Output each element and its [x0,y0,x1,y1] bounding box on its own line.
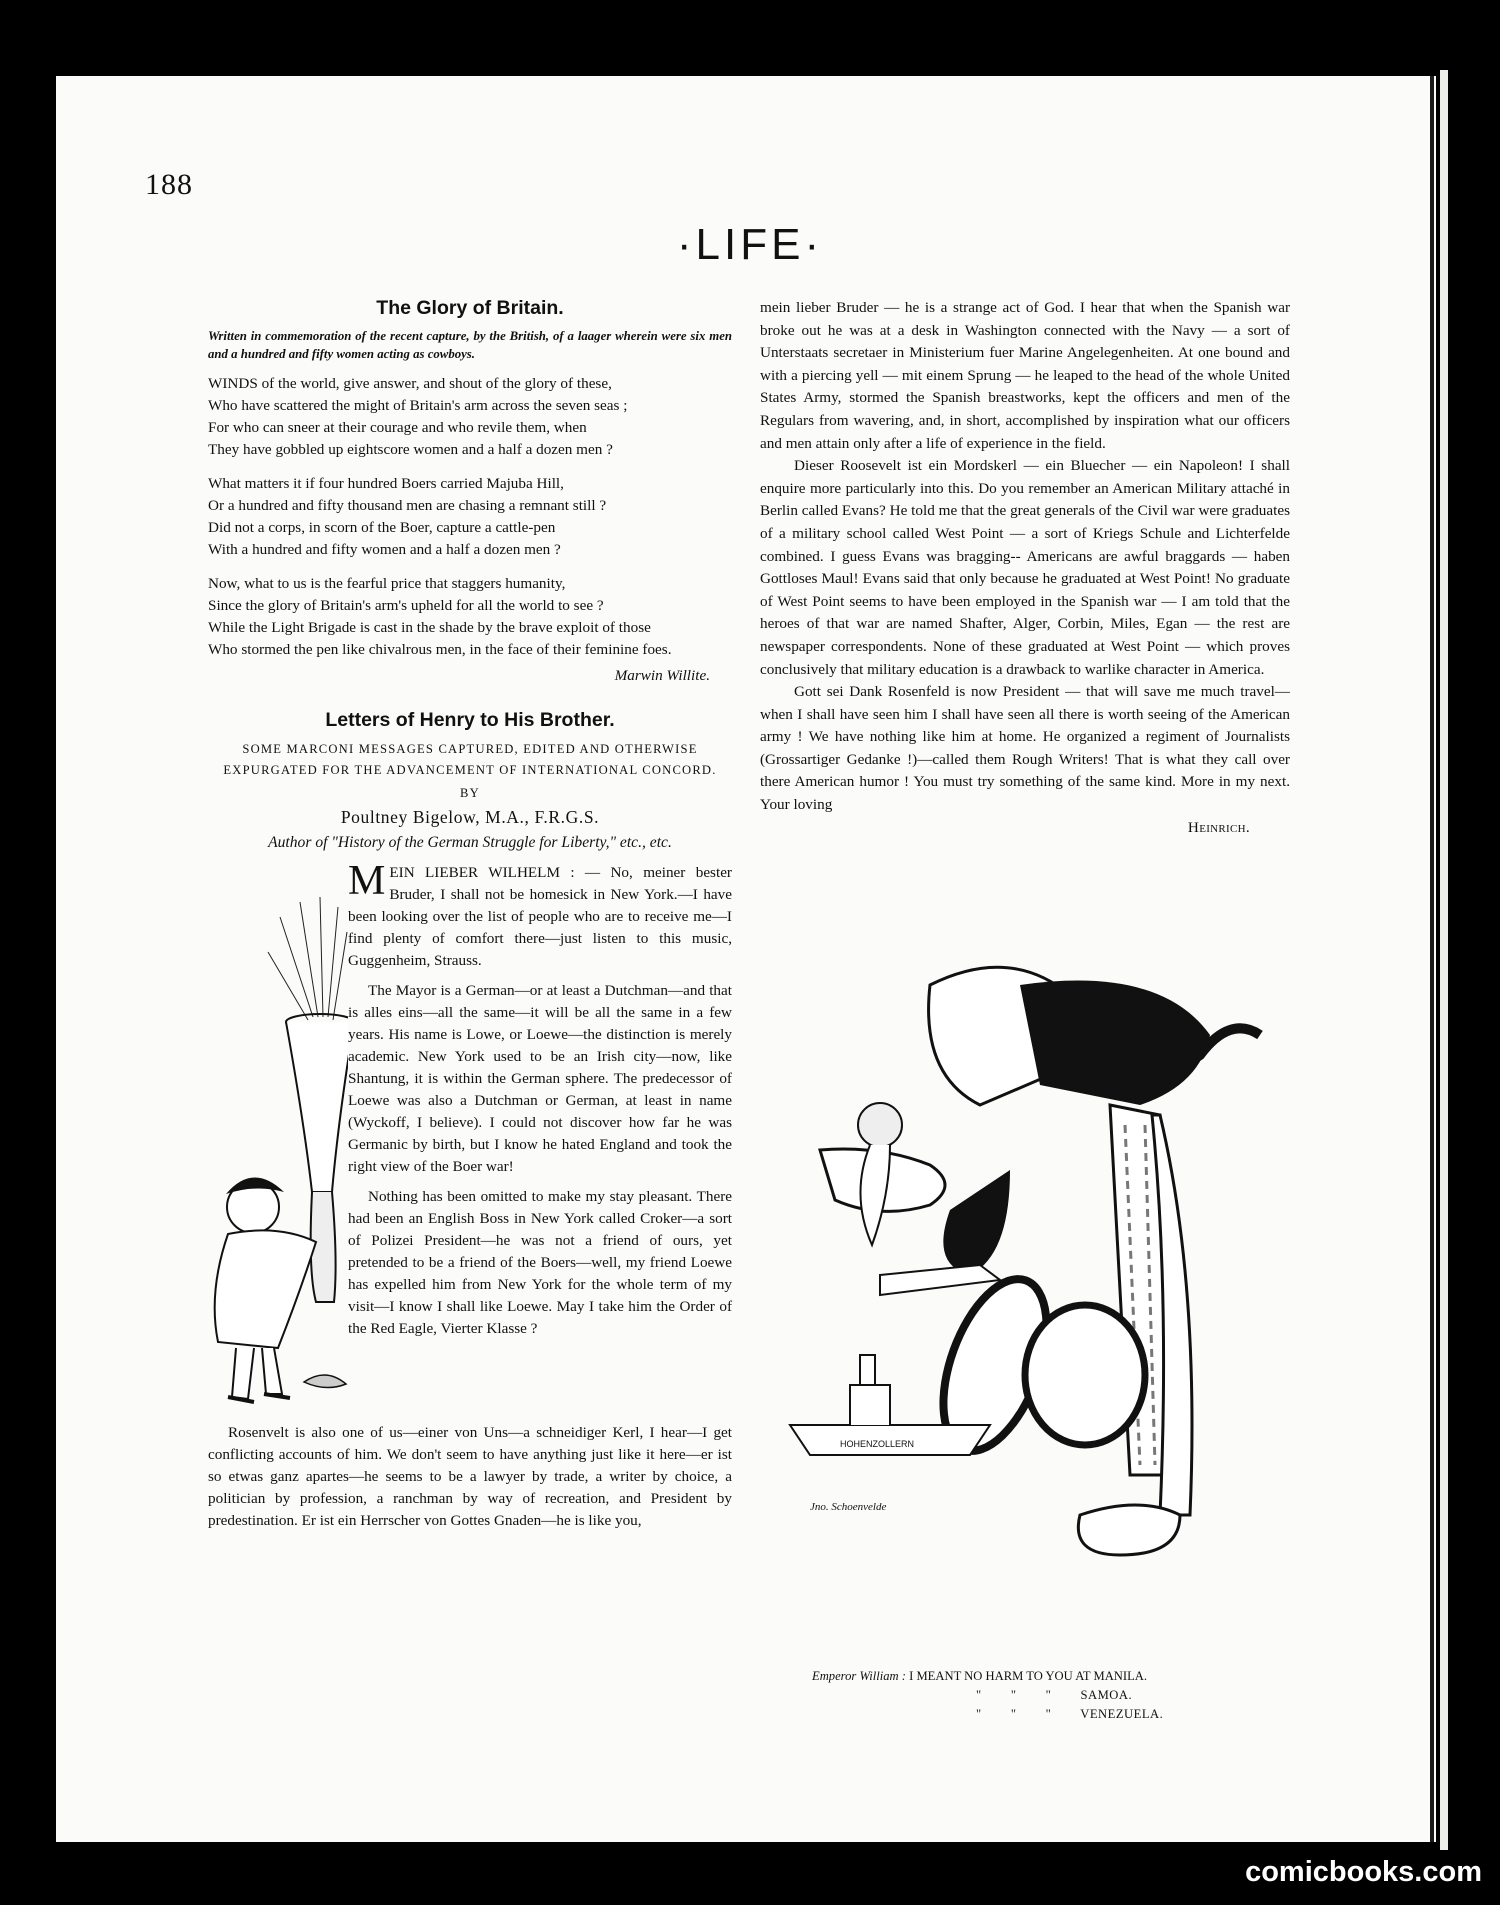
poem-line: Now, what to us is the fearful price that staggers humanity, [208,575,566,592]
drop-cap: M [348,858,386,904]
poem-line: Or a hundred and fifty thousand men are chasing a remnant still ? [208,497,607,514]
poem-title: The Glory of Britain. [376,297,564,319]
poem-signature: Marwin Willite. [614,667,710,684]
letters-title: Letters of Henry to His Brother. [325,709,615,731]
letters-by: BY [460,786,480,800]
poem-line: Who have scattered the might of Britain's arm across the seven seas ; [208,397,628,414]
poem-line: Since the glory of Britain's arm's upheld for all the world to see ? [208,597,604,614]
poem-line: They have gobbled up eightscore women and a half a dozen men ? [208,441,613,458]
letters-author-note: Author of "History of the German Struggle for Liberty," etc., etc. [268,834,672,851]
page-number: 188 [145,168,193,201]
cartoon-caption [812,1667,1282,1724]
letters-author: Poultney Bigelow, M.A., F.R.G.S. [340,807,600,827]
poem-line: What matters it if four hundred Boers carried Majuba Hill, [208,475,564,492]
poem-line: With a hundred and fifty women and a half a dozen men ? [208,541,561,558]
masthead: ·LIFE· [676,220,824,269]
letter-paragraph-4: Rosenvelt is also one of us—einer von Uns—a schneidiger Kerl, I hear—I get conflicting accounts of him. We don't seem to have anything just like it here—er ist so etwas ganz apartes—he seems to be a lawyer by trade, a writer by choice, a politician by profession, a ranchman by way of recreation, and President by predestination. Er ist ein Herrscher von Gottes Gnaden—he is like you, [208,1424,732,1529]
emperor-cartoon-illustration [780,955,1280,1655]
letters-subhead: SOME MARCONI MESSAGES CAPTURED, EDITED AND OTHERWISE EXPURGATED FOR THE ADVANCEMENT OF INTERNATIONAL CONCORD. [223,742,717,777]
watermark: comicbooks.com [1245,1856,1482,1888]
artist-signature: Jno. Schoenvelde [810,1501,887,1513]
next-page-edge [1440,70,1448,1850]
letter-paragraph-3: Nothing has been omitted to make my stay pleasant. There had been an English Boss in New York called Croker—a sort of Polizei President—he was not a friend of ours, yet pretended to be a friend of the Boers—well, my friend Loewe has expelled him from New York for the whole term of my visit—I know I shall like Loewe. May I take him the Order of the Red Eagle, Vierter Klasse ? [348,1188,732,1337]
right-column [760,297,1290,839]
ship-label: HOHENZOLLERN [840,1439,915,1449]
poem-stanza-2 [208,473,732,561]
letter-continued-paragraph-1: mein lieber Bruder — he is a strange act of God. I hear that when the Spanish war broke out he was at a desk in Washington connected with the Navy — a sort of Unterstaats secretaer in Ministerium fuer Marine Angelegenheiten. At one bound and with a piercing yell — mit einem Sprung — he leaped to the head of the whole United States Army, stormed the Spanish breastworks, kept the officers and men of the Regulars from wavering, and, in short, accomplished by inspiration what our officers and men attain only after a life of experience in the field. [760,299,1290,452]
letter-paragraph-2: The Mayor is a German—or at least a Dutchman—and that is alles eins—all the same—it will be all the same in a few years. His name is Lowe, or Loewe—the distinction is merely academic. New York used to be an Irish city—now, like Shantung, it is within the German sphere. The predecessor of Loewe was also a Dutchman or German, at least in name (Wyckoff, I believe). I could not discover how far he was Germanic by birth, but I know he hated England and took the right view of the Boer war! [348,982,732,1175]
poem-line: WINDS of the world, give answer, and shout of the glory of these, [208,375,612,392]
letter-continued-paragraph-3: Gott sei Dank Rosenfeld is now President — that will save me much travel—when I shall have seen him I shall have seen all there is worth seeing of the American army ! We have nothing like him at home. He organized a regiment of Journalists (Grossartiger Gedanke !)—called them Rough Writers! That is what they call over there American humor ! You must try something of the same kind. More in my next. Your loving [760,683,1290,814]
poem-stanza-1 [208,373,732,461]
letter-closing [760,817,1290,840]
closing-signature: Heinrich. [1187,818,1250,836]
poem-intro: Written in commemoration of the recent capture, by the British, of a laager wherein were six men and a hundred and fifty women acting as cowboys. [208,329,732,361]
poem-line: Did not a corps, in scorn of the Boer, capture a cattle-pen [208,519,556,536]
caption-text-1: I MEANT NO HARM TO YOU AT MANILA. [909,1669,1148,1683]
letter-paragraph-1-text: EIN LIEBER WILHELM : — No, meiner bester Bruder, I shall not be homesick in New York.—I have been looking over the list of people who are to receive me—I find plenty of comfort there—just listen to this music, Guggenheim, Strauss. [348,864,732,969]
caption-line-1 [812,1667,1282,1686]
poem-line: For who can sneer at their courage and who revile them, when [208,419,587,436]
poem-stanza-3 [208,573,732,661]
left-column [208,297,732,1540]
caption-line-2: " " " SAMOA. [976,1688,1133,1702]
gutter-line [1430,76,1434,1842]
letter-body [208,858,732,1532]
letter-continued-paragraph-2: Dieser Roosevelt ist ein Mordskerl — ein Bluecher — ein Napoleon! I shall enquire more particularly into this. Do you remember an American Military attaché in Berlin called Evans? He told me that the great generals of the Civil war were graduates of a military school called West Point — a sort of Kriegs Schule and Lichterfelde combined. I guess Evans was bragging-- Americans are awful braggards — haben Gottloses Maul! Evans said that only because he graduated at West Point! No graduate of West Point seems to have been employed in the Spanish war — I am told that the heroes of that war are named Shafter, Alger, Corbin, Miles, Egan — the rest are newspaper correspondents. None of these graduated at West Point — which proves conclusively that military education is a drawback to warlike character in America. [760,457,1290,678]
poem-line: While the Light Brigade is cast in the shade by the brave exploit of those [208,619,651,636]
poem-line: Who stormed the pen like chivalrous men, in the face of their feminine foes. [208,641,672,658]
caption-speaker: Emperor William : [812,1669,906,1683]
tuba-player-illustration [208,862,348,1422]
caption-line-3: " " " VENEZUELA. [976,1707,1164,1721]
